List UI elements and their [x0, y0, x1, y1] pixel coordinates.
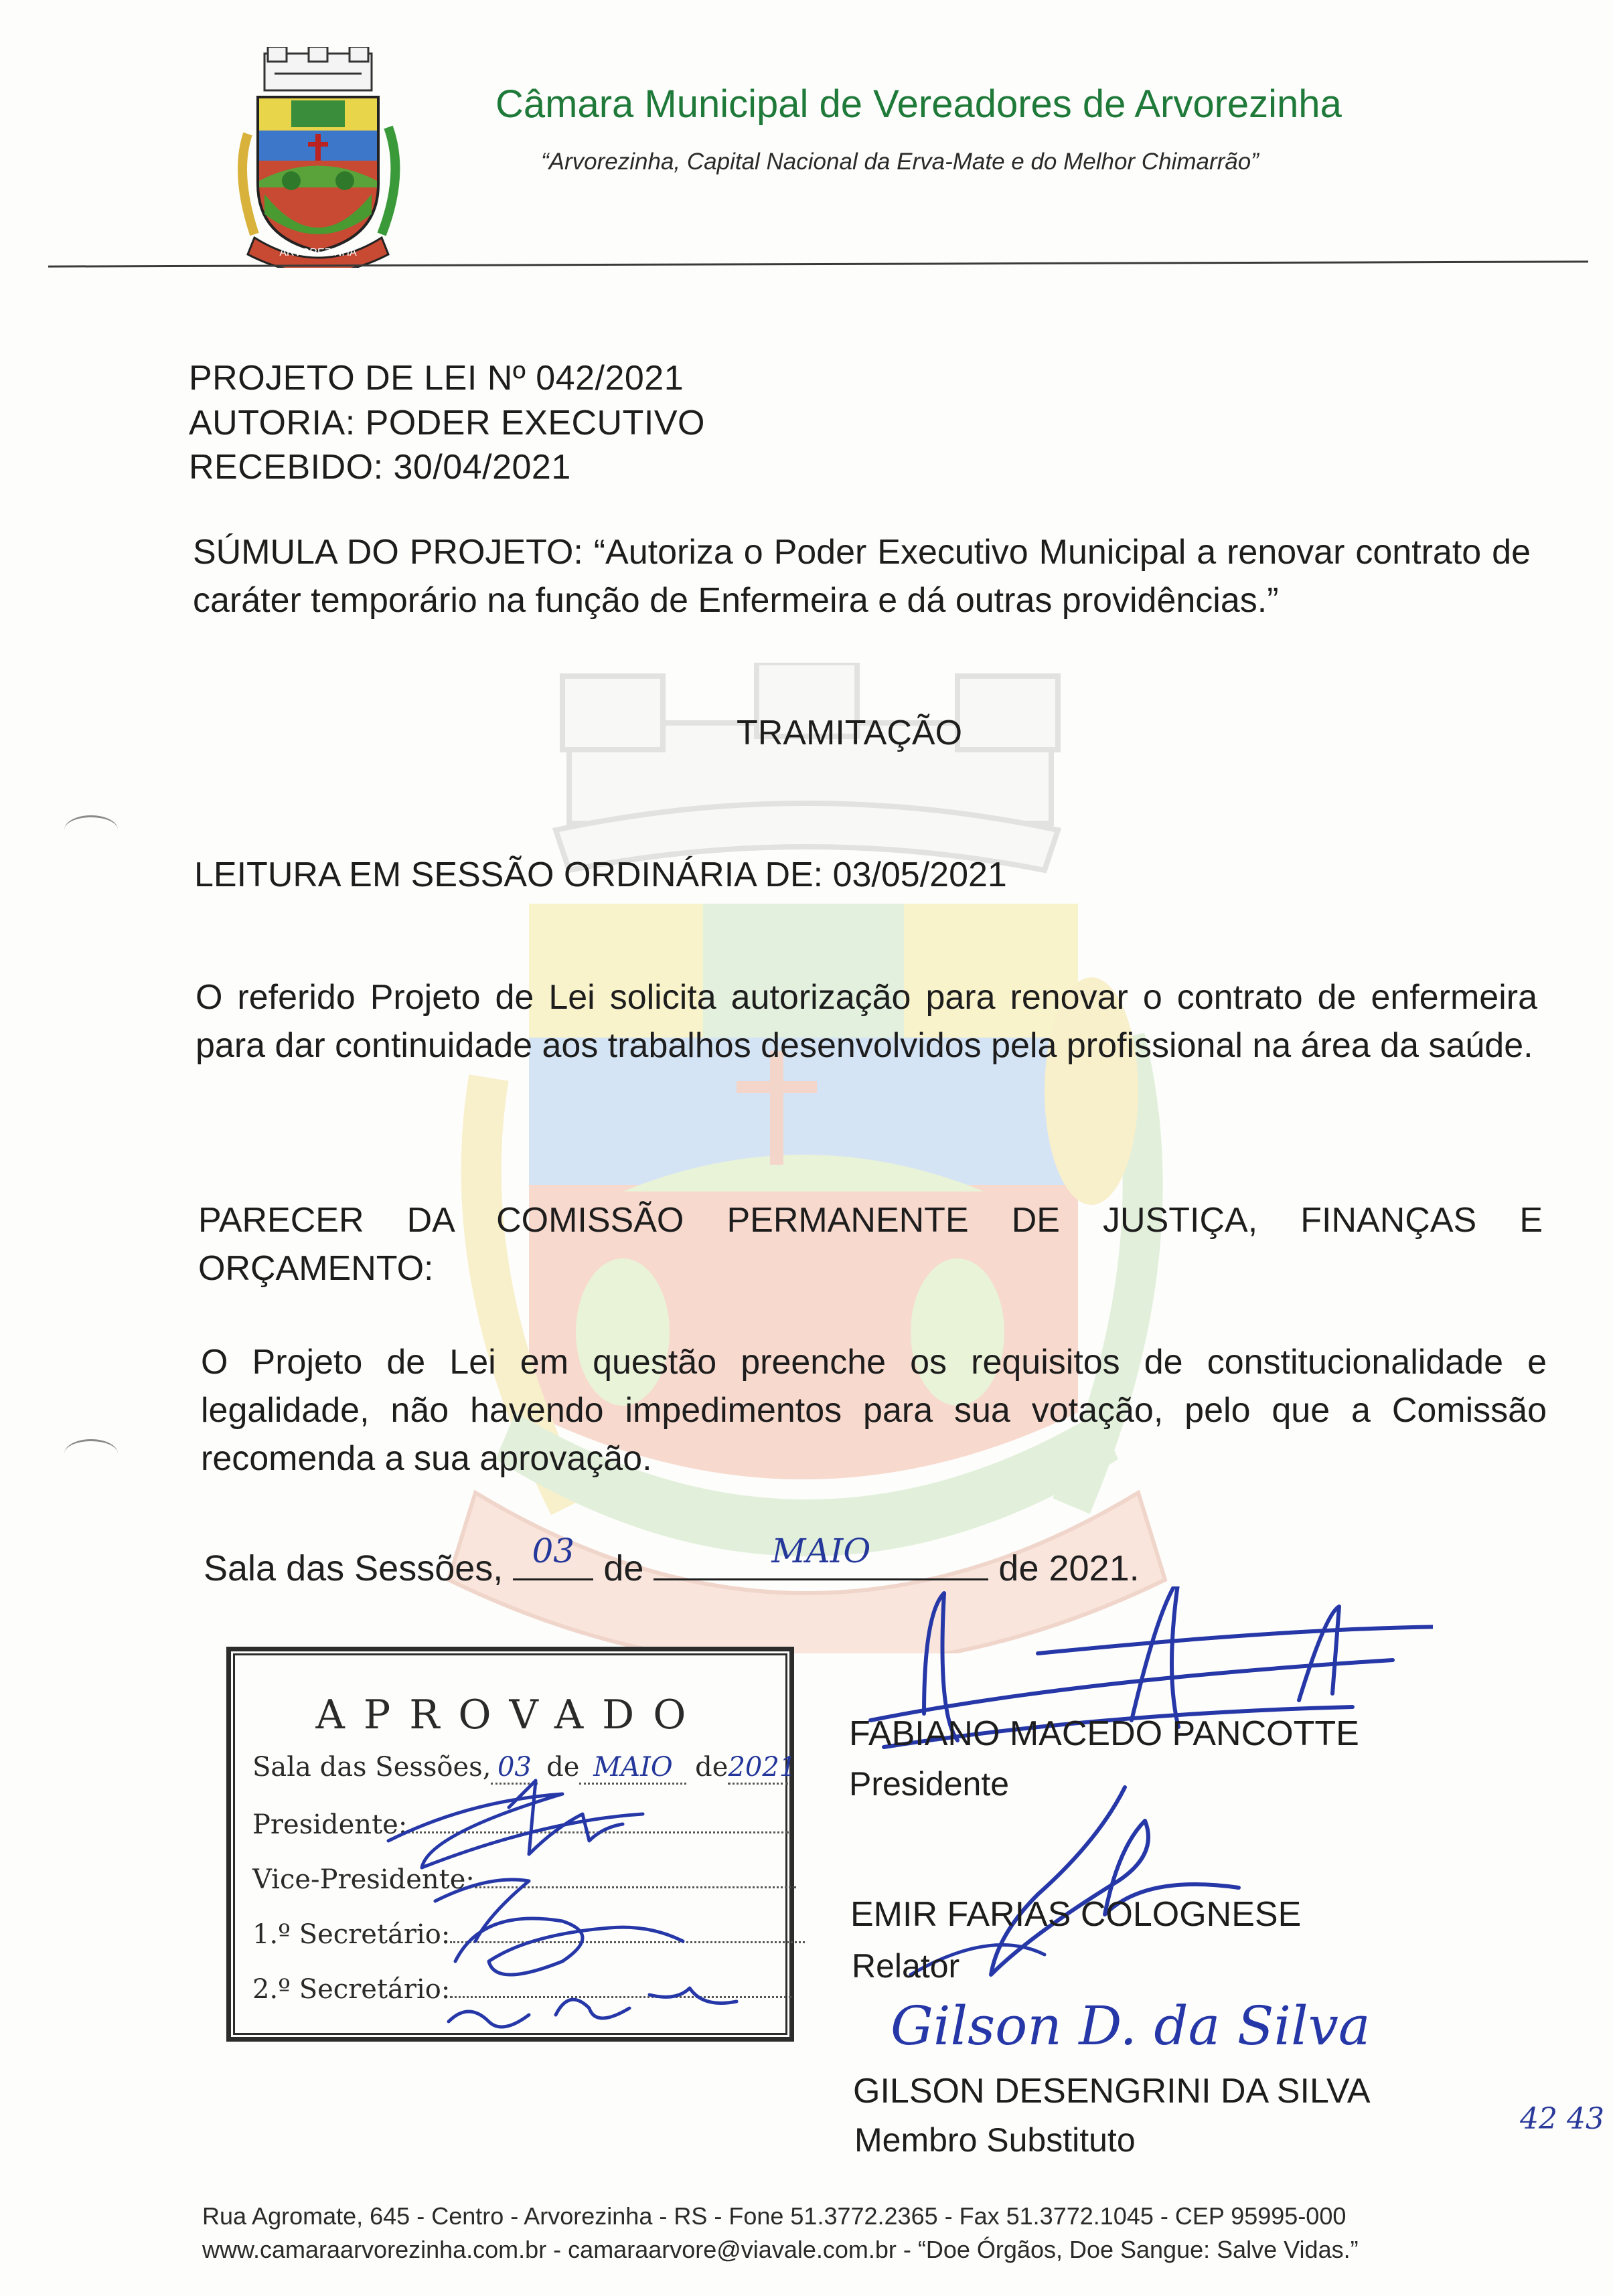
signatory-3-name: GILSON DESENGRINI DA SILVA [853, 2072, 1371, 2111]
crest-watermark [422, 663, 1192, 1653]
stamp-session-label: Sala das Sessões, [252, 1752, 491, 1783]
signatory-3-role: Membro Substituto [854, 2121, 1136, 2159]
date-month-blank [654, 1532, 988, 1580]
crest-ribbon-text: ARVOREZINHA [279, 247, 357, 258]
stamp-de-2: de [695, 1752, 728, 1783]
footer-address: Rua Agromate, 645 - Centro - Arvorezinha - RS - Fone 51.3772.2365 - Fax 51.3772.1045 - CEP 95995-000 [202, 2202, 1347, 2230]
stamp-month: MAIO [579, 1752, 686, 1785]
project-summary: SÚMULA DO PROJETO: “Autoriza o Poder Executivo Municipal a renovar contrato de caráter temporário na função de Enfermeira e dá outras providências.” [193, 533, 1531, 620]
signatory-2-name: EMIR FARIAS COLOGNESE [850, 1895, 1302, 1934]
project-author: AUTORIA: PODER EXECUTIVO [189, 403, 705, 442]
session-date-line [204, 1532, 1140, 1589]
punch-hole-mark [64, 815, 118, 844]
stamp-de-1: de [546, 1752, 580, 1783]
project-number: PROJETO DE LEI Nº 042/2021 [189, 359, 684, 398]
project-received-date: RECEBIDO: 30/04/2021 [189, 448, 571, 487]
opinion-body: O Projeto de Lei em questão preenche os requisitos de constitucionalidade e legalidade, não havendo impedimentos para sua votação, pelo que a Comissão recomenda a sua aprovação. [201, 1343, 1547, 1478]
stamp-vice-label: Vice-Presidente: [252, 1864, 475, 1895]
punch-hole-mark [64, 1439, 118, 1468]
handwritten-page-numbers: 42 43 [1520, 2102, 1604, 2136]
institution-slogan: “Arvorezinha, Capital Nacional da Erva-Mate e do Melhor Chimarrão” [541, 149, 1259, 175]
session-reading-date: LEITURA EM SESSÃO ORDINÁRIA DE: 03/05/2021 [194, 855, 1007, 894]
date-line-suffix: de 2021. [998, 1548, 1140, 1588]
report-paragraph: O referido Projeto de Lei solicita autorização para renovar o contrato de enfermeira para dar continuidade aos trabalhos desenvolvidos pela profissional na área da saúde. [196, 978, 1537, 1065]
signatory-1-role: Presidente [849, 1765, 1010, 1803]
municipal-crest-logo [228, 47, 408, 268]
project-header [189, 356, 1327, 490]
stamp-second-secretary-label: 2.º Secretário: [252, 1974, 451, 2005]
stamp-handwritten-signatures [375, 1767, 844, 2075]
date-day-blank [513, 1532, 593, 1580]
date-month-handwritten: MAIO [771, 1532, 871, 1570]
institution-name: Câmara Municipal de Vereadores de Arvorezinha [495, 82, 1342, 126]
stamp-first-secretary-label: 1.º Secretário: [252, 1919, 451, 1950]
footer-web-contact: www.camaraarvorezinha.com.br - camaraarvore@viavale.com.br - “Doe Órgãos, Doe Sangue: Salve Vidas.” [202, 2236, 1359, 2263]
signatory-2-role: Relator [852, 1947, 960, 1985]
opinion-heading: PARECER DA COMISSÃO PERMANENTE DE JUSTIÇA, FINANÇAS E ORÇAMENTO: [198, 1201, 1543, 1288]
date-line-connector: de [603, 1548, 644, 1588]
signature-member-substitute: Gilson D. da Silva [891, 1995, 1371, 2057]
stamp-day: 03 [491, 1752, 538, 1785]
date-day-handwritten: 03 [532, 1532, 575, 1570]
date-line-prefix: Sala das Sessões, [204, 1548, 504, 1588]
stamp-president-label: Presidente: [252, 1809, 408, 1840]
stamp-year: 2021 [728, 1752, 788, 1785]
section-heading-tramitacao: TRAMITAÇÃO [737, 714, 963, 752]
stamp-title: APROVADO [315, 1692, 705, 1738]
signatory-1-name: FABIANO MACEDO PANCOTTE [849, 1714, 1359, 1753]
